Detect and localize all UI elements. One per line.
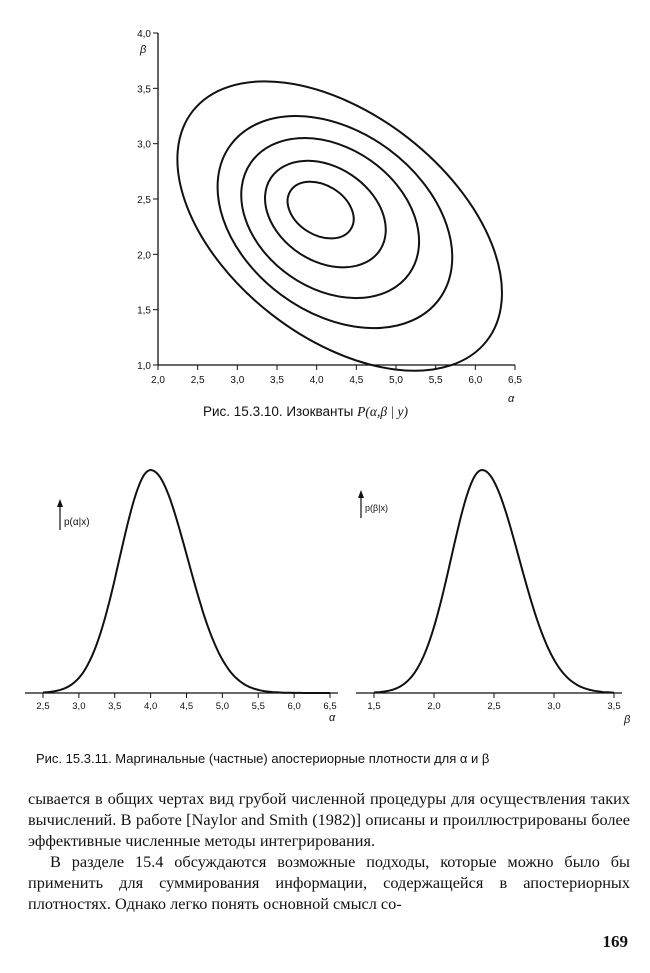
contour-chart bbox=[0, 0, 650, 430]
beta-density-text: p(β|x) bbox=[365, 503, 389, 513]
alpha-density-label bbox=[57, 499, 90, 530]
x-tick-label: 3,0 bbox=[72, 701, 86, 712]
contour-line bbox=[211, 105, 450, 331]
caption-formula: P(α,β | y) bbox=[357, 404, 409, 419]
x-tick-label: 2,0 bbox=[427, 701, 441, 712]
x-tick-label: 6,0 bbox=[468, 375, 483, 386]
contour-line bbox=[277, 170, 364, 250]
contour-line bbox=[124, 23, 555, 429]
x-tick-label: 5,0 bbox=[215, 701, 229, 712]
page-number: 169 bbox=[602, 932, 628, 951]
contour-line bbox=[245, 139, 406, 290]
body-text bbox=[28, 788, 630, 914]
density-curve bbox=[374, 470, 614, 693]
y-tick-label: 3,0 bbox=[137, 139, 151, 151]
x-tick-label: 2,5 bbox=[190, 375, 205, 386]
alpha-axis-label: α bbox=[508, 393, 515, 405]
arrow-up-icon bbox=[57, 499, 63, 507]
x-tick-label: 3,5 bbox=[607, 701, 621, 712]
y-tick-label: 1,5 bbox=[137, 305, 151, 317]
contour-lines bbox=[124, 23, 555, 429]
contour-line bbox=[177, 72, 493, 372]
beta-axis-label-2: β bbox=[624, 714, 631, 726]
x-tick-label: 4,0 bbox=[144, 701, 158, 712]
x-tick-label: 2,5 bbox=[487, 701, 501, 712]
contour-axes bbox=[153, 33, 515, 370]
beta-axis-label: β bbox=[140, 44, 147, 56]
x-tick-label: 3,5 bbox=[108, 701, 122, 712]
alpha-density-plot bbox=[25, 470, 338, 712]
y-tick-label: 4,0 bbox=[137, 29, 151, 40]
beta-density-label bbox=[358, 490, 388, 518]
alpha-density-text: p(α|x) bbox=[64, 517, 90, 528]
figure-caption-15-3-11: Рис. 15.3.11. Маргинальные (частные) апостериорные плотности для α и β bbox=[36, 751, 490, 766]
x-tick-label: 6,5 bbox=[508, 375, 522, 386]
caption-prefix: Рис. 15.3.10. Изокванты bbox=[203, 404, 354, 419]
x-tick-label: 4,5 bbox=[349, 375, 364, 386]
density-curve bbox=[43, 470, 330, 693]
x-tick-label: 2,5 bbox=[36, 701, 50, 712]
x-tick-label: 3,5 bbox=[270, 375, 284, 386]
y-tick-label: 2,0 bbox=[137, 250, 151, 262]
x-tick-label: 4,5 bbox=[179, 701, 194, 712]
x-tick-label: 5,5 bbox=[428, 375, 443, 386]
x-tick-label: 3,0 bbox=[547, 701, 561, 712]
beta-density-plot bbox=[356, 470, 622, 712]
x-tick-label: 3,0 bbox=[230, 375, 245, 386]
y-tick-label: 2,5 bbox=[137, 195, 151, 206]
x-tick-label: 6,5 bbox=[323, 701, 337, 712]
contour-tick-labels bbox=[137, 29, 522, 386]
x-tick-label: 5,5 bbox=[251, 701, 265, 712]
x-tick-label: 4,0 bbox=[309, 375, 324, 386]
x-tick-label: 6,0 bbox=[287, 701, 301, 712]
y-tick-label: 1,0 bbox=[137, 361, 151, 372]
figure-caption-15-3-10 bbox=[203, 404, 408, 420]
paragraph-2: В разделе 15.4 обсуждаются возможные подходы, которые можно было бы применить для суммирования информации, содержащейся в апостериорных плотностях. Однако легко понять основной смысл со- bbox=[28, 852, 630, 913]
x-tick-label: 5,0 bbox=[389, 375, 403, 386]
x-tick-label: 1,5 bbox=[367, 701, 381, 712]
paragraph-1: сывается в общих чертах вид грубой численной процедуры для осуществления таких вычислений. В работе [Naylor and Smith (1982)] описаны и проиллюстрированы более эффективные численные методы интегрирования. bbox=[28, 789, 630, 850]
x-tick-label: 2,0 bbox=[151, 375, 165, 386]
y-tick-label: 3,5 bbox=[137, 84, 151, 96]
marginal-density-charts bbox=[0, 450, 650, 740]
arrow-up-icon bbox=[358, 490, 364, 498]
alpha-axis-label-2: α bbox=[329, 712, 336, 724]
